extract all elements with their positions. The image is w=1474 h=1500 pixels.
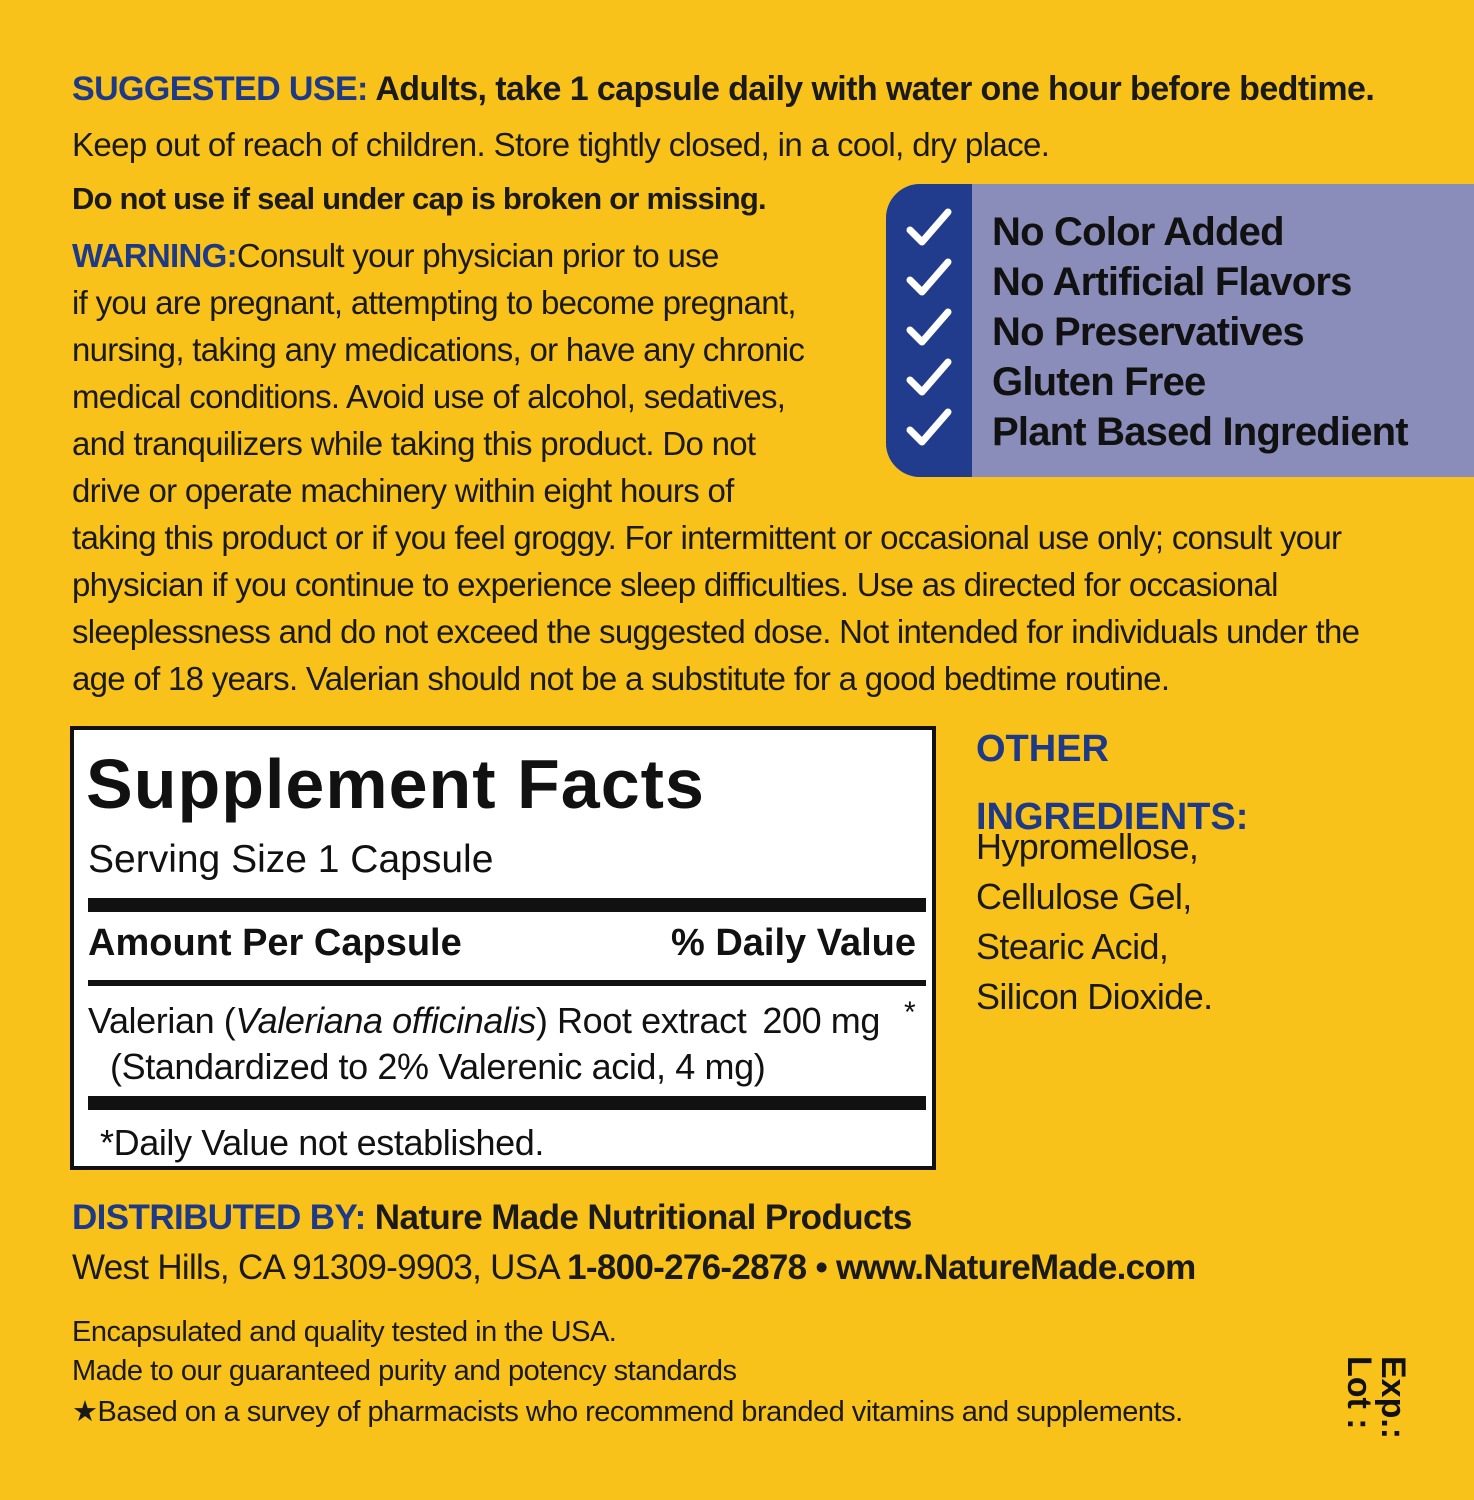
suggested-use-label: SUGGESTED USE: [72,70,368,108]
checkmark-icon [906,208,952,248]
warning-line-7: taking this product or if you feel groggy. For intermittent or occasional use only; consult your [72,519,1342,556]
other-ingredients-label-1: OTHER [976,728,1109,770]
ingredient-latin-name: Valeriana officinalis [235,1000,536,1041]
supplement-facts-title: Supplement Facts [86,745,705,823]
distributor-label: DISTRIBUTED BY: [72,1198,366,1237]
claims-check-strip [886,184,972,477]
claim-no-preservatives: No Preservatives [992,310,1304,354]
ingredient-amount: 200 mg [762,1000,881,1041]
thick-divider [88,898,926,912]
ingredient-standardized: (Standardized to 2% Valerenic acid, 4 mg) [110,1046,766,1087]
ingredient-dv: * [904,996,916,1029]
claims-panel [886,184,1474,477]
ingredient-name-suffix: ) Root extract [535,1000,747,1041]
lot-exp-block [1340,1356,1412,1476]
suggested-use [72,70,1374,109]
supplement-facts-panel [70,726,936,1170]
warning-text: Consult your physician prior to use [236,237,719,274]
lot-label: Lot : [1340,1356,1378,1430]
storage-text: Keep out of reach of children. Store tightly closed, in a cool, dry place. [72,126,1050,163]
distributor [72,1198,912,1238]
fine-print-line: Made to our guaranteed purity and potency standards [72,1355,737,1387]
checkmark-icon [906,308,952,348]
other-ingredients-heading [976,726,1248,840]
other-ingredient-item: Cellulose Gel, [976,876,1192,917]
claim-no-artificial-flavors: No Artificial Flavors [992,260,1352,304]
ingredient-name-prefix: Valerian ( [88,1000,236,1041]
warning-label: WARNING: [72,237,237,274]
suggested-use-text: Adults, take 1 capsule daily with water one hour before bedtime. [367,70,1375,108]
other-ingredient-item: Hypromellose, [976,826,1199,867]
warning-line-1 [72,232,719,279]
daily-value-header: % Daily Value [670,922,916,964]
checkmark-icon [906,258,952,298]
seal-notice: Do not use if seal under cap is broken or missing. [72,181,766,216]
ingredient-row [88,1000,880,1042]
claim-no-color: No Color Added [992,210,1284,254]
checkmark-icon [906,408,952,448]
fine-print-line: Encapsulated and quality tested in the USA. [72,1316,617,1348]
exp-label: Exp.: [1374,1356,1412,1440]
warning-line-3: nursing, taking any medications, or have any chronic [72,331,805,368]
checkmark-icon [906,358,952,398]
claim-plant-based: Plant Based Ingredient [992,410,1408,454]
warning-line-2: if you are pregnant, attempting to become pregnant, [72,284,796,321]
distributor-address-line [72,1248,1196,1288]
other-ingredient-item: Stearic Acid, [976,926,1169,967]
distributor-name: Nature Made Nutritional Products [365,1198,912,1237]
amount-per-capsule-header: Amount Per Capsule [88,922,462,964]
facts-footnote: *Daily Value not established. [100,1122,545,1163]
other-ingredients-label-2: INGREDIENTS: [976,796,1249,838]
distributor-contact: 1-800-276-2878 • www.NatureMade.com [567,1248,1196,1287]
warning-line-4: medical conditions. Avoid use of alcohol, sedatives, [72,378,786,415]
warning-line-6: drive or operate machinery within eight hours of [72,472,734,509]
warning-line-9: sleeplessness and do not exceed the suggested dose. Not intended for individuals under the [72,613,1360,650]
distributor-address: West Hills, CA 91309-9903, USA [72,1248,568,1287]
serving-size: Serving Size 1 Capsule [88,838,494,881]
thick-divider-bottom [88,1096,926,1110]
warning-line-8: physician if you continue to experience sleep difficulties. Use as directed for occasional [72,566,1278,603]
claim-gluten-free: Gluten Free [992,360,1206,404]
fine-print-line: ★Based on a survey of pharmacists who recommend branded vitamins and supplements. [72,1396,1183,1428]
other-ingredient-item: Silicon Dioxide. [976,976,1213,1017]
warning-line-10: age of 18 years. Valerian should not be a substitute for a good bedtime routine. [72,660,1170,697]
warning-line-5: and tranquilizers while taking this product. Do not [72,425,756,462]
medium-divider [88,980,926,986]
